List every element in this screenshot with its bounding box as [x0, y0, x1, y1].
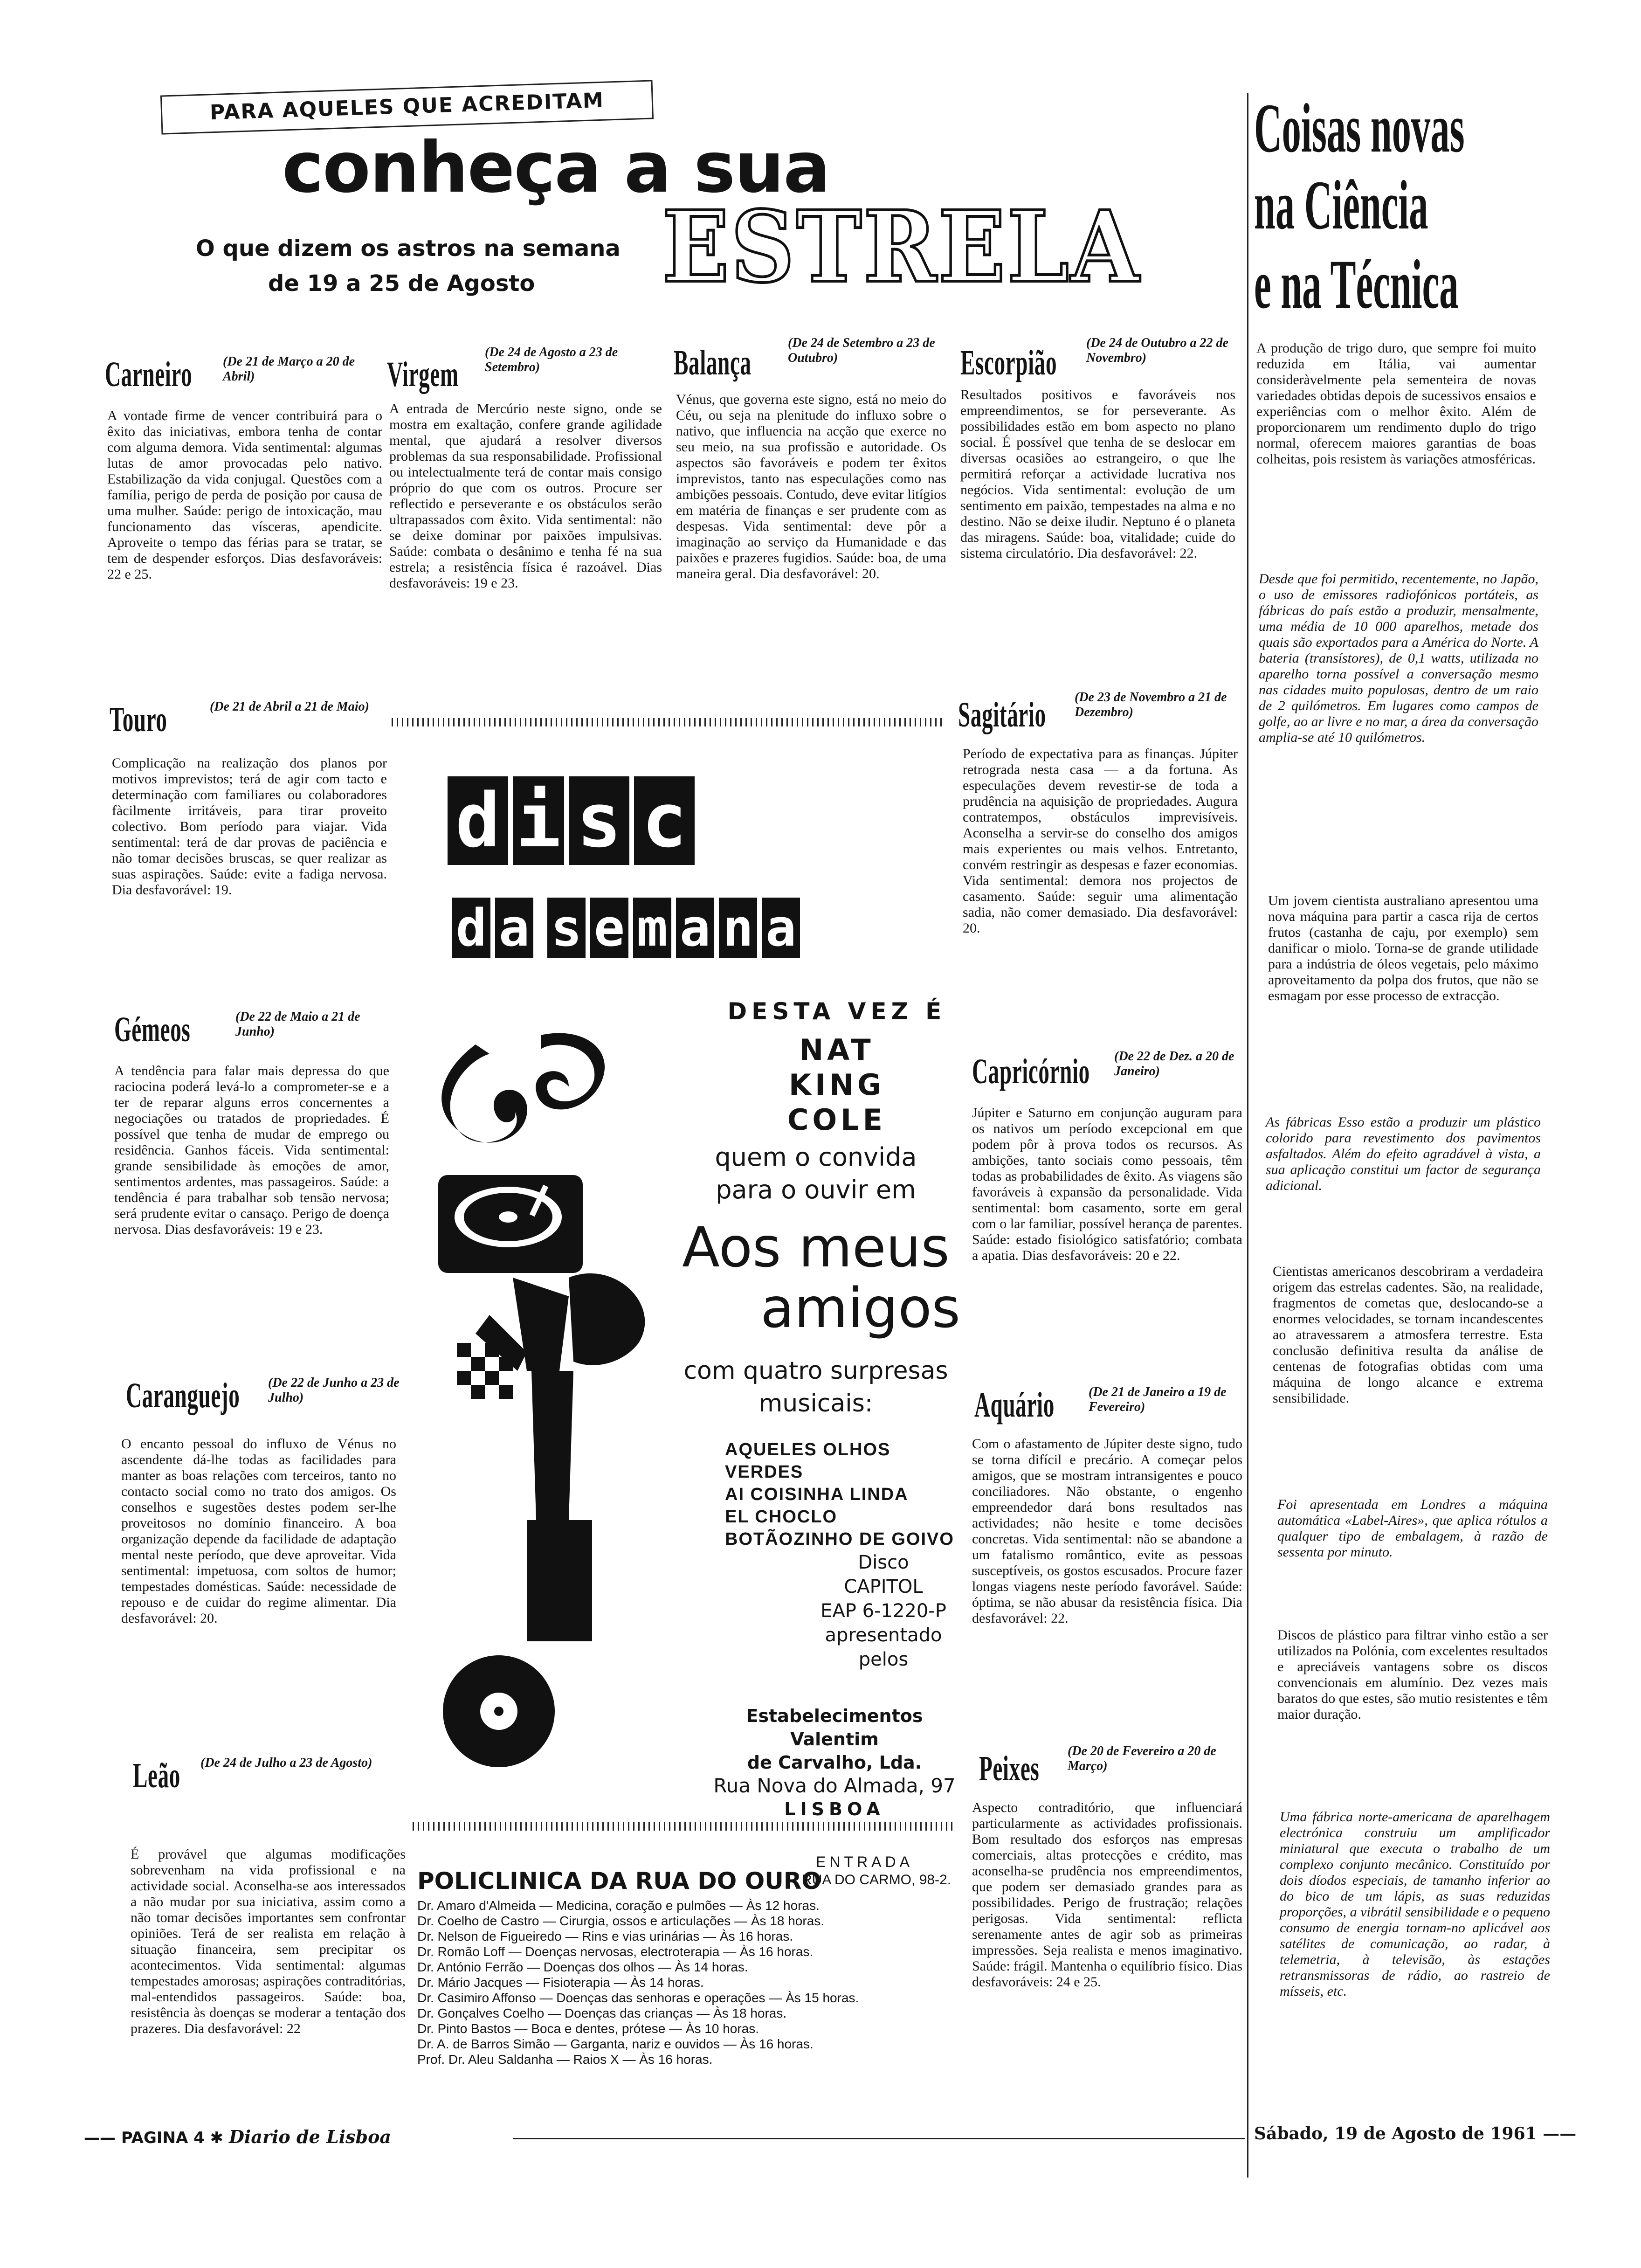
science-item-4: As fábricas Esso estão a produzir um plástico colorido para revestimento dos pavimentos asfaltados. Além do efeito agradável à vista, a sua aplicação constitui um factor de segurança adicional. [1266, 1114, 1541, 1193]
doctor-entry: Dr. António Ferrão — Doenças dos olhos — Às 14 horas. [417, 1960, 748, 1974]
doctor-entry: Prof. Dr. Aleu Saldanha — Raios X — Às 16 horas. [417, 2052, 713, 2067]
policlinica-entrada: ENTRADA [816, 1853, 913, 1870]
vinyl-disc-icon [443, 1655, 555, 1767]
doctor-entry: Dr. Nelson de Figueiredo — Rins e vias urinárias — Às 16 horas. [417, 1929, 793, 1943]
sign-touro-dates: (De 21 de Abril a 21 de Maio) [210, 699, 369, 714]
disc-album-1: Aos meus [682, 1215, 950, 1279]
disc-label [809, 1550, 958, 1672]
sign-virgem-text: A entrada de Mercúrio neste signo, onde se mostra em exaltação, confere grande agilidade mental, que ajudará a resolver diversos problemas da sua responsabilidade. Profissional ou intelectualmente terá de contar mais consigo próprio do que com os outros. Procure ser reflectido e perseverante e os obstáculos serão ultrapassados com êxito. Vida sentimental: não se deixe dominar por paixões impulsivas. Saúde: combata o desânimo e tenha fé na sua estrela; a resistência física é razoável. Dias desfavoráveis: 19 e 23. [389, 401, 662, 591]
sign-sagitario-text: Período de expectativa para as finanças. Júpiter retrograda nesta casa — a da fortuna. As especulações devem revestir-se de toda a prudência na aquisição de propriedades. Augura contratempos, obstáculos imprevisíveis. Aconselha a servir-se do conselho dos amigos mais experientes ou mais velhos. Entretanto, convém restringir as despesas e fazer economias. Vida sentimental: demora nos projectos de casamento. Saúde: seguir uma alimentação sadia, não comer demasiado. Dia desfavorável: 20. [963, 746, 1238, 936]
sign-virgem-name: Virgem [387, 355, 459, 394]
footer-rule-left [513, 2138, 1245, 2139]
record-player-icon [438, 1175, 583, 1273]
footer-page-number: PAGINA 4 [121, 2129, 205, 2147]
sign-aquario-text: Com o afastamento de Júpiter deste signo, tudo se torna difícil e precário. A começar pelos amigos, que se mostram intransigentes e pouco conciliadores. Não obstante, o engenho empreendedor dará bons resultados nas actividades; não hesite e tome decisões concretas. Vida sentimental: não se abandone a um fatalismo romântico, evite as pessoas susceptíveis, os gostos escusados. Procure fazer longas viagens neste período favorável. Saúde: óptima, se não abusar da resistência física. Dia desfavorável: 22. [972, 1436, 1242, 1626]
science-item-6: Foi apresentada em Londres a máquina automática «Label-Aires», que aplica rótulos a qualquer tipo de embalagem, à razão de sessenta por minuto. [1277, 1497, 1548, 1560]
footer-dash-icon: —— [84, 2129, 121, 2147]
disc-letter: a [495, 898, 533, 958]
sign-capricornio-name: Capricórnio [972, 1052, 1090, 1091]
sign-capricornio-dates: (De 22 de Dez. a 20 de Janeiro) [1114, 1049, 1234, 1079]
disc-label-2: CAPITOL [844, 1576, 923, 1597]
disc-track: AQUELES OLHOS VERDES [725, 1440, 891, 1482]
sign-caranguejo-name: Caranguejo [126, 1376, 240, 1415]
disc-surprise-1: com quatro surpresas [683, 1357, 948, 1385]
sign-escorpiao-dates: (De 24 de Outubro a 22 de Novembro) [1086, 336, 1228, 365]
doctor-entry: Dr. Mário Jacques — Fisioterapia — Às 14 horas. [417, 1975, 704, 1990]
section-rule [392, 718, 942, 726]
footer-paper-name: Diario de Lisboa [228, 2126, 392, 2147]
disc-label-4: apresentado [825, 1625, 942, 1646]
sign-carneiro-text: A vontade firme de vencer contribuirá para o êxito das iniciativas, embora tenha de contar com alguma demora. Vida sentimental: algumas lutas de amor provocadas pelo nativo. Estabilização da vida conjugal. Questões com a família, perigo de perda de posição por causa de uma mulher. Saúde: perigo de intoxicação, mau funcionamento das vísceras, apendicite. Aproveite o tempo das férias para se tratar, se tem de despender esforços. Dias desfavoráveis: 22 e 25. [107, 408, 382, 582]
sign-leao-dates: (De 24 de Julho a 23 de Agosto) [200, 1756, 372, 1770]
doctor-entry: Dr. Pinto Bastos — Boca e dentes, prótese — Às 10 horas. [417, 2021, 759, 2036]
sign-peixes-dates: (De 20 de Fevereiro a 20 de Março) [1068, 1744, 1216, 1773]
sign-gemeos-text: A tendência para falar mais depressa do que raciocina poderá levá-lo a comprometer-se e a ter de reparar alguns erros concernentes a negociações ou tratados de propriedades. É possível que tenha de mudar de emprego ou residência. Ganhos fáceis. Vida sentimental: grande sensibilidade às emoções de amor, sentimentos ardentes, mas passageiros. Saúde: a tendência é para trabalhar sob tensão nervosa; será prudente evitar o cansaço. Perigo de doença nervosa. Dias desfavoráveis: 19 e 23. [114, 1063, 389, 1237]
smoke-swirl-shape [441, 1033, 605, 1143]
sign-balanca-name: Balança [674, 343, 752, 382]
disc-title-row-1 [448, 776, 699, 865]
science-item-1: A produção de trigo duro, que sempre foi muito reduzida em Itália, vai aumentar consideràvelmente pela sementeira de novas variedades obtidas depois de sucessivos ensaios e experiências com o melhor êxito. Além de proporcionarem um rendimento duplo do trigo normal, oferecem maiores garantias de boas colheitas, pois resistem às variações atmosféricas. [1256, 340, 1536, 467]
sign-escorpiao-name: Escorpião [960, 343, 1057, 382]
disc-album-2: amigos [760, 1276, 960, 1340]
disc-label-3: EAP 6-1220-P [820, 1600, 946, 1622]
sign-peixes-name: Peixes [979, 1749, 1040, 1788]
header-star-word: ESTRELA [662, 189, 1141, 304]
sign-touro-name: Touro [110, 700, 167, 739]
sign-caranguejo-dates: (De 22 de Junho a 23 de Julho) [268, 1376, 400, 1405]
footer-date-text: Sábado, 19 de Agosto de 1961 [1254, 2124, 1537, 2144]
disc-surprise-2: musicais: [758, 1390, 873, 1418]
disc-store-2: de Carvalho, Lda. [747, 1752, 922, 1773]
science-title-1: Coisas novas [1254, 90, 1465, 167]
disc-store-4: LISBOA [784, 1799, 885, 1819]
disc-letter: s [547, 898, 586, 958]
singer-figure-shape [476, 1273, 645, 1641]
science-item-5: Cientistas americanos descobriram a verdadeira origem das estrelas cadentes. São, na realidade, fragmentos de cometas que, deslocando-se a enormes velocidades, se tornam incandescentes ao atravessarem a atmosfera terrestre. Esta conclusão definitiva resulta da análise de centenas de fotografias obtidas com uma máquina de longo alcance e extrema sensibilidade. [1273, 1264, 1543, 1406]
disc-invite-2: para o ouvir em [716, 1175, 916, 1204]
footer-star-icon: ✱ [204, 2129, 229, 2147]
disc-title-row-2 [452, 898, 805, 958]
header-kicker: PARA AQUELES QUE ACREDITAM [209, 88, 605, 125]
science-item-2: Desde que foi permitido, recentemente, no Japão, o uso de emissores radiofónicos portáteis, as fábricas do país estão a produzir, mensalmente, uma média de 10 000 aparelhos, metade dos quais são exportados para a América do Norte. A bateria (transístores), de 0,1 watts, utilizada no aparelho torna possível a conversação mesmo nas cidades muito populosas, dentro de um raio de 2 quilómetros. Em lugares como campos de golfe, ao ar livre e no mar, a área da conversação amplia-se até 10 quilómetros. [1259, 571, 1538, 745]
disc-store-3: Rua Nova do Almada, 97 [713, 1774, 956, 1797]
sign-capricornio-text: Júpiter e Saturno em conjunção auguram para os nativos um período excepcional em que podem pôr à prova todos os recursos. As ambições, tanto sociais como pessoais, têm todas as probabilidades de êxito. As viagens são favoráveis à expansão da personalidade. Vida sentimental: bom casamento, sorte em geral com o lar familiar, possível herança de parentes. Saúde: estado fisiológico satisfatório; combata a apatia. Dias desfavoráveis: 20 e 22. [972, 1105, 1242, 1263]
disc-track: BOTÃOZINHO DE GOIVO [725, 1529, 954, 1549]
sign-leao-name: Leão [133, 1756, 180, 1795]
disc-track: AI COISINHA LINDA [725, 1485, 909, 1504]
sign-carneiro-dates: (De 21 de Março a 20 de Abril) [223, 354, 355, 384]
disc-letter: a [676, 898, 714, 958]
science-item-3: Um jovem cientista australiano apresentou uma nova máquina para partir a casca rija de certos frutos (castanha de caju, por exemplo) sem danificar o miolo. Torna-se de grande utilidade para a indústria de óleos vegetais, pelo máximo aproveitamento da polpa dos frutos, que não se esmagam por esse processo de extracção. [1268, 893, 1538, 1003]
sign-aquario-name: Aquário [974, 1385, 1055, 1424]
header-subtitle-1: O que dizem os astros na semana [196, 235, 621, 262]
policlinica-rule [413, 1822, 953, 1831]
sign-gemeos-name: Gémeos [114, 1010, 191, 1049]
science-title-2: na Ciência [1254, 166, 1428, 244]
disc-artist-3: COLE [787, 1103, 887, 1137]
science-title [1254, 91, 1506, 324]
sign-escorpiao-text: Resultados positivos e favoráveis nos empreendimentos, se for perseverante. As possibilidades estão em bom aspecto no plano social. É possível que tenha de se deslocar em diversas ocasiões ao estrangeiro, o que lhe permitirá reforçar a actividade lucrativa nos negócios. Vida sentimental: evolução de um sentimento em paixão, tempestades na alma e no destino. Não se deixe iludir. Neptuno é o planeta das miragens. Saúde: boa, vitalidade; cuide do sistema circulatório. Dia desfavorável: 22. [960, 387, 1235, 561]
doctor-entry: Dr. Coelho de Castro — Cirurgia, ossos e articulações — Às 18 horas. [417, 1914, 825, 1928]
column-divider [1247, 93, 1248, 2178]
doctor-entry: Dr. Gonçalves Coelho — Doenças das crianças — Às 18 horas. [417, 2006, 787, 2020]
sign-aquario-dates: (De 21 de Janeiro a 19 de Fevereiro) [1089, 1385, 1227, 1414]
science-title-3: e na Técnica [1254, 246, 1459, 323]
disc-track-list [725, 1438, 967, 1550]
disc-letter: i [513, 776, 564, 865]
footer-dash-icon: —— [1537, 2124, 1577, 2144]
sign-virgem-dates: (De 24 de Agosto a 23 de Setembro) [485, 345, 618, 374]
sign-peixes-text: Aspecto contraditório, que influenciará particularmente as actividades profissionais. Bom resultado dos esforços nas empresas comerciais, altas protecções e crédito, mas aconselha-se prudência nos empreendimentos, que podem ser demasiado grandes para as possibilidades. Perigo de frustração; relações perigosas. Vida sentimental: reflicta serenamente antes de agir sob as primeiras impressões. Seja realista e menos imaginativo. Saúde: frágil. Mantenha o equilíbrio físico. Dias desfavoráveis: 24 e 25. [972, 1800, 1242, 1990]
header-subtitle-2: de 19 a 25 de Agosto [268, 270, 535, 297]
disc-letter: s [569, 776, 629, 865]
sign-sagitario-name: Sagitário [958, 695, 1046, 734]
sign-gemeos-dates: (De 22 de Maio a 21 de Junho) [235, 1010, 360, 1039]
doctor-entry: Dr. Amaro d'Almeida — Medicina, coração e pulmões — Às 12 horas. [417, 1898, 820, 1913]
sign-sagitario-dates: (De 23 de Novembro a 21 de Dezembro) [1075, 690, 1227, 719]
sign-carneiro-name: Carneiro [105, 355, 193, 394]
policlinica-title: POLICLINICA DA RUA DO OURO [417, 1867, 821, 1895]
disc-track: EL CHOCLO [725, 1507, 838, 1527]
disc-artist-1: NAT [799, 1033, 875, 1067]
disc-letter: c [634, 776, 695, 865]
disc-label-5: pelos [858, 1649, 909, 1670]
disc-letter: e [590, 898, 628, 958]
sign-touro-text: Complicação na realização dos planos por motivos imprevistos; terá de agir com tacto e determinação com familiares ou colaboradores fàcilmente irritáveis, para tirar proveito colectivo. Bom período para viajar. Vida sentimental: terá de dar provas de paciência e não tomar decisões bruscas, se quer realizar as suas aspirações. Saúde: evite a fadiga nervosa. Dia desfavorável: 19. [112, 755, 387, 898]
footer-page [84, 2126, 391, 2147]
disc-label-1: Disco [858, 1552, 909, 1573]
disc-letter: m [633, 898, 671, 958]
disc-artist-2: KING [789, 1068, 885, 1102]
header-kicker-banner [160, 80, 654, 134]
science-item-8: Uma fábrica norte-americana de aparelhagem electrónica construiu um amplificador miniatural que executa o trabalho de um complexo conjunto mecânico. Constituído por dois díodos especiais, de tamanho inferior ao do bico de um lápis, as suas reduzidas proporções, a vibrátil sensibilidade e o pequeno consumo de energia tornam-no aplicável aos satélites de comunicação, ao radar, à telemetria, à televisão, às estações retransmissoras de rádio, ao rastreio de mísseis, etc. [1280, 1809, 1550, 1999]
sign-balanca-dates: (De 24 de Setembro a 23 de Outubro) [788, 336, 935, 365]
policlinica-doctors [417, 1898, 949, 2067]
disc-store [704, 1704, 965, 1821]
disc-desta-vez: DESTA VEZ É [727, 998, 946, 1025]
header-title: conheça a sua [282, 127, 830, 208]
disc-letter: d [452, 898, 490, 958]
disc-letter: n [719, 898, 757, 958]
sign-balanca-text: Vénus, que governa este signo, está no meio do Céu, ou seja na plenitude do influxo sobre o nativo, que influencia na acção que exerce no seu meio, na sua profissão e autoridade. Os aspectos são favoráveis e podem ter êxitos imprevistos, tanto nas especulações como nas ambições pessoais. Contudo, deve evitar litígios em matéria de finanças e ser prudente com as despesas. Vida sentimental: deve pôr a imaginação ao serviço da Humanidade e das paixões e prazeres fugidios. Saúde: boa, de uma maneira geral. Dia desfavorável: 20. [676, 392, 946, 581]
doctor-entry: Dr. Romão Loff — Doenças nervosas, electroterapia — Às 16 horas. [417, 1944, 814, 1959]
disc-letter: d [448, 776, 508, 865]
science-item-7: Discos de plástico para filtrar vinho estão a ser utilizados na Polónia, com excelentes resultados e apreciáveis vantagens sobre os discos convencionais em alumínio. Dez vezes mais baratos do que estes, são mutio resistentes e têm maior duração. [1277, 1627, 1548, 1722]
disc-store-1: Estabelecimentos Valentim [746, 1706, 923, 1749]
disc-letter: a [762, 898, 800, 958]
doctor-entry: Dr. Casimiro Affonso — Doenças das senhoras e operações — Às 15 horas. [417, 1991, 859, 2005]
sign-leao-text: É provável que algumas modificações sobrevenham na vida profissional e na actividade social. Aconselha-se aos interessados a não mudar por sua iniciativa, assim como a não tomar decisões importantes sem confrontar opiniões. Terá de ser realista em relação à situação financeira, sem precipitar os acontecimentos. Vida sentimental: algumas tempestades amorosas; aspirações contraditórias, mal-entendidos passageiros. Saúde: boa, resistência às doenças se moderar a tentação dos prazeres. Dia desfavorável: 22 [131, 1846, 406, 2036]
disc-illustration [420, 1016, 681, 1795]
disc-invite-1: quem o convida [715, 1142, 917, 1172]
policlinica-address: RUA DO CARMO, 98-2. [802, 1872, 952, 1888]
sign-caranguejo-text: O encanto pessoal do influxo de Vénus no ascendente dá-lhe todas as facilidades para manter as boas relações com terceiros, tanto no contacto social como no trato dos amigos. Os conselhos e sugestões destes podem ser-lhe proveitosos no domínio financeiro. A boa organização depende da facilidade de adaptação mental neste período, que deve aproveitar. Vida sentimental: impetuosa, com soltos de humor; tempestades domésticas. Saúde: necessidade de repouso e de cuidar do regime alimentar. Dia desfavorável: 20. [121, 1436, 396, 1626]
doctor-entry: Dr. A. de Barros Simão — Garganta, nariz e ouvidos — Às 16 horas. [417, 2037, 814, 2051]
footer-date [1254, 2124, 1576, 2144]
